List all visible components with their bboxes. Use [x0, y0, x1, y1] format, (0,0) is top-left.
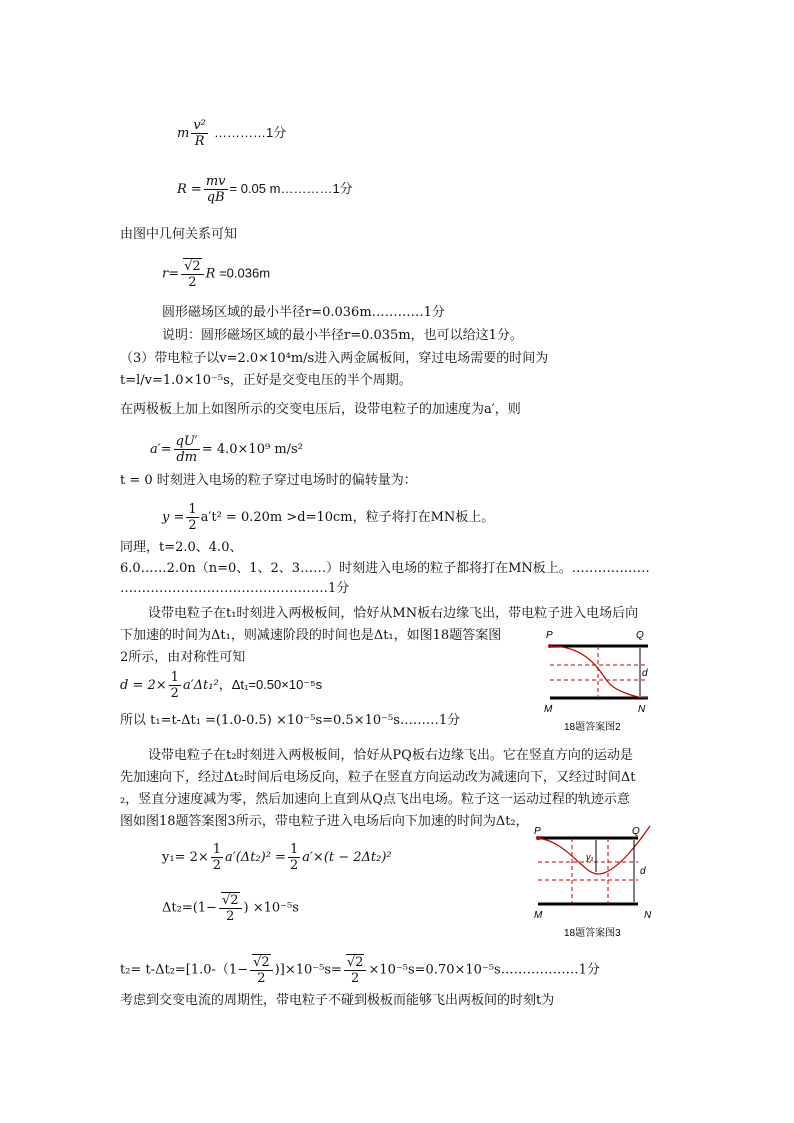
entry-point	[548, 644, 552, 648]
text-similar: 同理，t=2.0、4.0、	[120, 540, 243, 555]
eq-radius: R = $\frac{mv}{qB}$ = 0.05 m…………1分	[177, 174, 353, 205]
caption-fig3: 18题答案图3	[564, 928, 621, 939]
figure-18-3-svg	[528, 822, 672, 942]
label-d: d	[642, 668, 648, 679]
eq-accel: a′= $\frac{qU'}{dm}$ = 4.0×10⁹ m/s²	[150, 434, 303, 465]
trajectory-curve	[550, 646, 648, 698]
text-geometry: 由图中几何关系可知	[120, 227, 238, 242]
label-m: M	[534, 910, 543, 921]
figure-18-3	[528, 822, 672, 942]
text-score: …………………………………………1分	[120, 581, 350, 596]
figure-18-2-svg	[538, 624, 668, 736]
eq-min-radius: r= $\frac{√2}{2}$ R =0.036m	[162, 259, 271, 290]
frac-mv-qB: $\frac{mv}{qB}$	[205, 174, 226, 205]
eq-dt2: Δt₂=(1− $\frac{√2}{2}$ ) ×10⁻⁵s	[162, 893, 299, 924]
text-dt1: 下加速的时间为Δt₁，则减速阶段的时间也是Δt₁，如图18题答案图	[120, 628, 502, 643]
label-p: P	[546, 630, 553, 641]
text-accel: 在两极板上加上如图所示的交变电压后，设带电粒子的加速度为a′，则	[120, 402, 521, 417]
text-accel-down: 先加速向下，经过Δt₂时间后电场反向，粒子在竖直方向运动改为减速向下，又经过时间Δt	[120, 770, 636, 785]
text-deflection: t = 0 时刻进入电场的粒子穿过电场时的偏转量为：	[120, 473, 417, 488]
eq-symmetry: d = 2× $\frac{1}{2}$ a′Δt₁²，Δt₁=0.50×10⁻⁵s	[120, 670, 323, 701]
text-fig3-ref: 图如图18题答案图3所示，带电粒子进入电场后向下加速的时间为Δt₂，	[120, 814, 529, 829]
label-n: N	[644, 910, 652, 921]
text-decel: ₂，竖直分速度减为零，然后加速向上直到从Q点飞出电场。粒子这一运动过程的轨迹示意	[120, 792, 630, 807]
label-m: M	[544, 704, 553, 715]
frac-1-2: $\frac{1}{2}$	[188, 502, 197, 533]
text-times: 6.0……2.0n（n=0、1、2、3……）时刻进入电场的粒子都将打在MN板上。………………	[120, 561, 650, 576]
label-p: P	[534, 826, 541, 837]
text-min-radius: 圆形磁场区域的最小半径r=0.036m…………1分	[162, 305, 445, 320]
score-1: …………1分	[214, 125, 287, 140]
label-q: Q	[636, 630, 644, 641]
text-t1: 设带电粒子在t₁时刻进入两极板间，恰好从MN板右边缘飞出，带电粒子进入电场后向	[148, 606, 639, 621]
text-periodicity: 考虑到交变电流的周期性，带电粒子不碰到极板而能够飞出两板间的时刻t为	[120, 993, 555, 1008]
eq-y1: y₁= 2× $\frac{1}{2}$ a′(Δt₂)² = $\frac{1}{2}$ a′×(t − 2Δt₂)²	[162, 842, 392, 873]
frac-qU-dm: $\frac{qU'}{dm}$	[175, 434, 198, 465]
eq-t2: t₂= t-Δt₂=[1.0-（1− $\frac{√2}{2}$ )]×10⁻⁵s= $\frac{√2}{2}$ ×10⁻⁵s=0.70×10⁻⁵s………………1分	[120, 955, 600, 986]
math-m: m	[177, 126, 190, 141]
eq-centripetal	[177, 118, 286, 149]
frac-v2-R: $\frac{\text{v²}}{R}$	[193, 118, 206, 149]
text-part3: （3）带电粒子以v=2.0×10⁴m/s进入两金属板间，穿过电场需要的时间为	[120, 351, 549, 366]
frac-sqrt2-2: $\frac{√2}{2}$	[181, 258, 204, 290]
eq-deflection: y = $\frac{1}{2}$ a′t² = 0.20m >d=10cm，粒子将打在MN板上。	[162, 502, 495, 533]
figure-18-2	[538, 624, 668, 736]
label-q: Q	[632, 826, 640, 837]
label-y1: y₁	[586, 852, 594, 862]
caption-fig2: 18题答案图2	[564, 722, 621, 733]
label-d: d	[640, 866, 646, 877]
label-n: N	[638, 704, 646, 715]
text-t2: 设带电粒子在t₂时刻进入两极板间，恰好从PQ板右边缘飞出。它在竖直方向的运动是	[148, 748, 633, 763]
text-time: t=l/v=1.0×10⁻⁵s，正好是交变电压的半个周期。	[120, 373, 412, 388]
text-note: 说明：圆形磁场区域的最小半径r=0.035m，也可以给这1分。	[162, 328, 523, 343]
text-symmetry: 2所示，由对称性可知	[120, 650, 246, 665]
text-result-t1: 所以 t₁=t-Δt₁ =(1.0-0.5) ×10⁻⁵s=0.5×10⁻⁵s………1分	[120, 713, 461, 728]
